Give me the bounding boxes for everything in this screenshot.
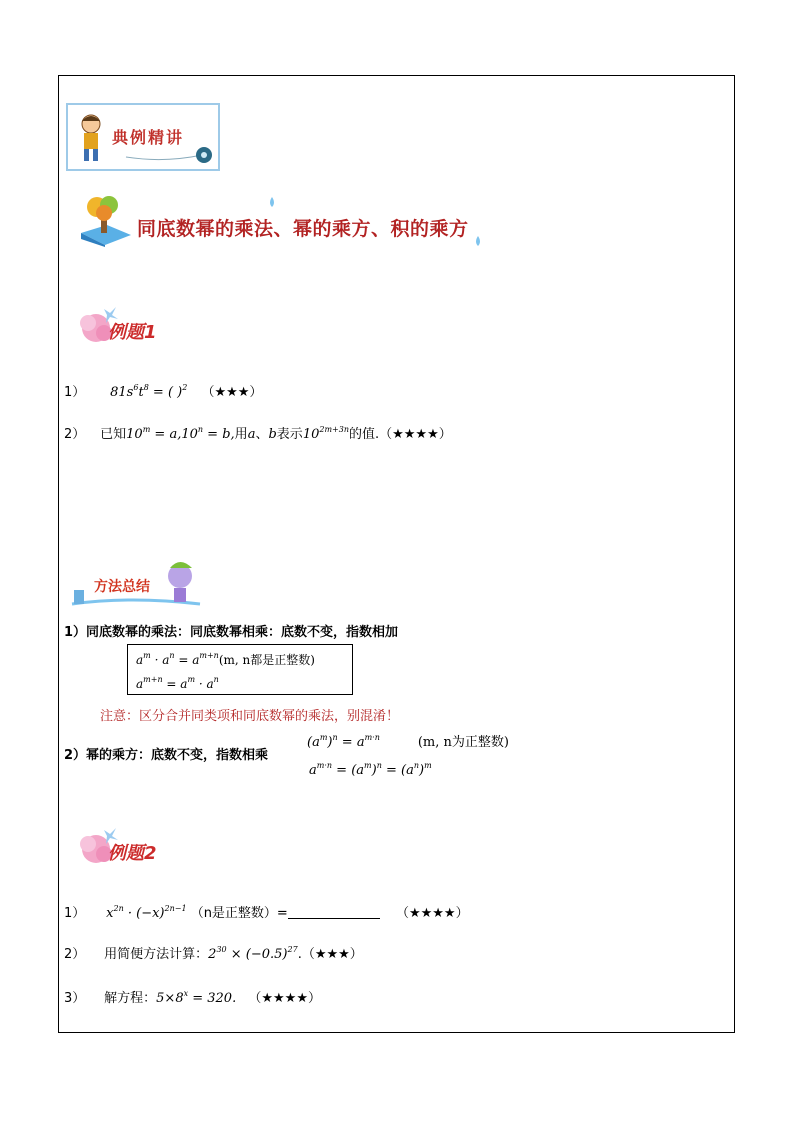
- drop-decoration-icon: [268, 197, 276, 207]
- example1-tag: 例题1: [108, 322, 157, 343]
- drop-decoration-icon: [474, 236, 482, 246]
- formula-box: [127, 644, 353, 695]
- rule-2: 2）幂的乘方：底数不变，指数相乘: [64, 748, 269, 763]
- cartoon-child-icon: [74, 111, 108, 165]
- example1-item-1: 1） $81s^6t^8$ = ( )$^2$ （★★★）: [64, 383, 263, 400]
- example2-item-3: 3） 解方程：$5\times 8^x = 320$. （★★★★）: [64, 989, 321, 1006]
- method-tag: 方法总结: [94, 579, 150, 595]
- formula-4: $a^{m\cdot n} = (a^m)^n = (a^n)^m$: [309, 761, 432, 778]
- example2-tag: 例题2: [108, 843, 157, 864]
- section-title: 同底数幂的乘法、幂的乘方、积的乘方: [137, 218, 469, 240]
- banner: [66, 103, 220, 171]
- formula-1: $a^m \cdot a^n = a^{m+n}(m$, n都是正整数): [136, 651, 315, 667]
- answer-blank: [288, 906, 380, 919]
- rule-1: 1）同底数幂的乘法：同底数幂相乘：底数不变，指数相加: [64, 625, 399, 640]
- tree-book-icon: [77, 195, 133, 247]
- eye-swoosh-icon: [124, 145, 218, 167]
- note: 注意：区分合并同类项和同底数幂的乘法，别混淆！: [100, 709, 400, 724]
- formula-2: $a^{m+n} = a^m \cdot a^n$: [136, 675, 219, 691]
- banner-title: 典例精讲: [112, 128, 185, 147]
- formula-3: $(a^m)^n = a^{m\cdot n}$ (m, n为正整数): [307, 733, 509, 750]
- example1-item-2: 2） 已知$10^m = a,10^n = b$,用a、b表示$10^{2m+3n}$的值.（★★★★）: [64, 425, 452, 442]
- example2-item-2: 2） 用简便方法计算：$2^{30}$ × $(-0.5)^{27}.(★★★)$: [64, 945, 363, 962]
- example2-item-1: 1） $x^{2n} \cdot (-x)^{2n-1}$ （n是正整数）= （★★★★）: [64, 904, 469, 921]
